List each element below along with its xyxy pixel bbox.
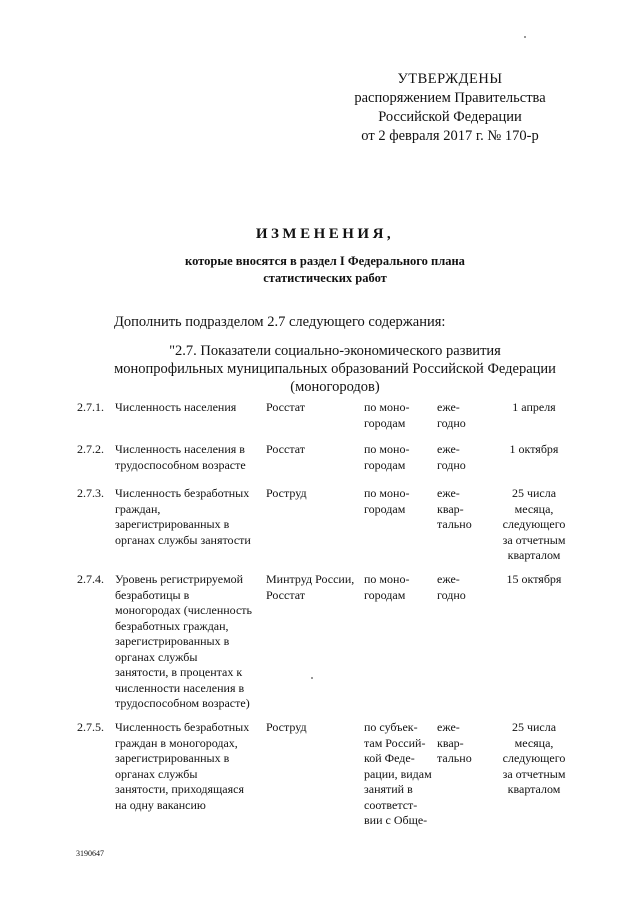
cell-line: тально <box>437 751 472 765</box>
cell-line: соответст- <box>364 797 418 812</box>
cell-line: Уровень регистрируемой <box>115 572 244 586</box>
responsible-agency-cell <box>266 486 364 502</box>
frequency-cell <box>437 572 483 603</box>
row-number-cell: 2.7.2. <box>77 442 104 456</box>
indicator-name-cell <box>115 486 265 548</box>
cell-line: 1 октября <box>509 442 559 456</box>
cell-line: Роструд <box>266 720 307 734</box>
cell-line: за отчетным <box>502 532 566 547</box>
approval-line: распоряжением Правительства <box>354 90 546 106</box>
cell-line: зарегистрированных в <box>115 634 230 648</box>
cell-line: граждан, <box>115 501 161 516</box>
cell-line: кварталом <box>507 548 561 562</box>
cell-line: вии с Обще- <box>364 813 428 827</box>
indicator-name-cell <box>115 442 265 473</box>
approval-title: УТВЕРЖДЕНЫ <box>397 71 503 87</box>
document-subheading <box>0 253 640 287</box>
breakdown-cell <box>364 442 436 473</box>
cell-line: на одну вакансию <box>115 797 206 812</box>
subheading-line: которые вносятся в раздел I Федерального плана <box>185 254 465 268</box>
cell-line: Минтруд России, <box>266 572 355 586</box>
cell-line: месяца, <box>514 501 554 516</box>
cell-line: по моно- <box>364 486 410 500</box>
row-number-cell: 2.7.4. <box>77 572 104 586</box>
cell-line: граждан в моногородах, <box>115 735 238 750</box>
cell-line: занятости, приходящаяся <box>115 782 244 796</box>
cell-line: зарегистрированных в <box>115 751 230 765</box>
cell-line: безработицы в <box>115 587 190 602</box>
cell-line: Росстат <box>266 442 305 456</box>
cell-line: трудоспособном возрасте <box>115 457 246 472</box>
cell-line: Росстат <box>266 400 305 414</box>
deadline-cell <box>484 486 584 564</box>
cell-line: моногородах (численность <box>115 603 253 617</box>
cell-line: органах службы занятости <box>115 532 251 547</box>
cell-line: Численность населения <box>115 400 237 414</box>
cell-line: следующего <box>502 517 566 531</box>
section-title-line: "2.7. Показатели социально-экономического развития <box>169 343 501 359</box>
cell-line: кой Феде- <box>364 751 415 765</box>
subheading-line: статистических работ <box>263 271 387 285</box>
cell-line: городам <box>364 501 406 516</box>
cell-line: по субъек- <box>364 720 418 734</box>
breakdown-cell <box>364 400 436 431</box>
cell-line: там Россий- <box>364 735 426 750</box>
responsible-agency-cell <box>266 400 364 416</box>
cell-line: квар- <box>437 735 464 750</box>
responsible-agency-cell <box>266 442 364 458</box>
cell-line: органах службы <box>115 649 198 664</box>
intro-paragraph: Дополнить подразделом 2.7 следующего содержания: <box>114 314 446 330</box>
deadline-cell <box>484 400 584 416</box>
cell-line: квар- <box>437 501 464 516</box>
document-heading: ИЗМЕНЕНИЯ, <box>255 226 395 242</box>
cell-line: следующего <box>502 751 566 765</box>
cell-line: по моно- <box>364 400 410 414</box>
indicator-name-cell <box>115 572 265 712</box>
deadline-cell <box>484 442 584 458</box>
frequency-cell <box>437 720 483 767</box>
cell-line: занятости, в процентах к <box>115 665 243 679</box>
frequency-cell <box>437 442 483 473</box>
cell-line: Численность безработных <box>115 486 250 500</box>
cell-line: городам <box>364 457 406 472</box>
cell-line: 25 числа <box>511 720 557 734</box>
approval-line: Российской Федерации <box>378 109 522 125</box>
cell-line: 15 октября <box>506 572 562 586</box>
breakdown-cell <box>364 486 436 517</box>
row-number-cell: 2.7.3. <box>77 486 104 500</box>
cell-line: органах службы <box>115 766 198 781</box>
cell-line: тально <box>437 517 472 531</box>
row-number-cell: 2.7.5. <box>77 720 104 734</box>
breakdown-cell <box>364 720 436 829</box>
cell-line: Численность безработных <box>115 720 250 734</box>
cell-line: еже- <box>437 572 460 586</box>
deadline-cell <box>484 572 584 588</box>
approval-block <box>330 70 570 146</box>
cell-line: годно <box>437 457 466 472</box>
cell-line: Численность населения в <box>115 442 245 456</box>
indicator-name-cell <box>115 720 265 813</box>
cell-line: городам <box>364 587 406 602</box>
cell-line: Роструд <box>266 486 307 500</box>
breakdown-cell <box>364 572 436 603</box>
frequency-cell <box>437 400 483 431</box>
cell-line: еже- <box>437 442 460 456</box>
frequency-cell <box>437 486 483 533</box>
cell-line: по моно- <box>364 572 410 586</box>
row-number-cell: 2.7.1. <box>77 400 104 414</box>
cell-line: по моно- <box>364 442 410 456</box>
document-id: 3190647 <box>76 849 104 858</box>
cell-line: месяца, <box>514 735 554 750</box>
section-title-line: (моногородов) <box>290 379 380 395</box>
cell-line: еже- <box>437 486 460 500</box>
cell-line: занятий в <box>364 782 413 796</box>
cell-line: кварталом <box>507 782 561 796</box>
cell-line: еже- <box>437 400 460 414</box>
approval-date-line: от 2 февраля 2017 г. № 170-р <box>361 128 539 144</box>
section-title-line: монопрофильных муниципальных образований Российской Федерации <box>114 361 556 377</box>
cell-line: годно <box>437 587 466 602</box>
cell-line: безработных граждан, <box>115 618 229 633</box>
scan-speck <box>311 677 313 679</box>
cell-line: трудоспособном возрасте) <box>115 696 250 710</box>
deadline-cell <box>484 720 584 798</box>
cell-line: рации, видам <box>364 766 432 781</box>
responsible-agency-cell <box>266 572 364 603</box>
cell-line: еже- <box>437 720 460 734</box>
cell-line: численности населения в <box>115 680 245 695</box>
cell-line: зарегистрированных в <box>115 517 230 531</box>
cell-line: годно <box>437 415 466 430</box>
responsible-agency-cell <box>266 720 364 736</box>
section-title <box>70 342 600 396</box>
cell-line: 25 числа <box>511 486 557 500</box>
cell-line: Росстат <box>266 587 305 602</box>
cell-line: городам <box>364 415 406 430</box>
scan-speck <box>524 36 526 38</box>
indicator-name-cell <box>115 400 265 416</box>
cell-line: за отчетным <box>502 766 566 781</box>
cell-line: 1 апреля <box>512 400 556 414</box>
